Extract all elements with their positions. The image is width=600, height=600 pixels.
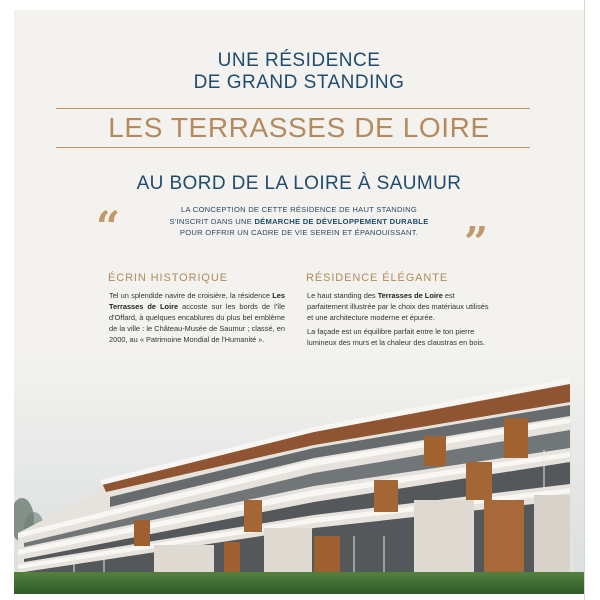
heading-ecrin-historique: ÉCRIN HISTORIQUE bbox=[108, 272, 228, 284]
brochure-page bbox=[14, 10, 584, 594]
title-rule-bottom bbox=[56, 147, 530, 148]
intro-line-2 bbox=[126, 216, 472, 228]
kicker-line-2: DE GRAND STANDING bbox=[193, 72, 405, 93]
heading-residence-elegante: RÉSIDENCE ÉLÉGANTE bbox=[306, 272, 449, 284]
right-p1-text-a: Le haut standing des bbox=[307, 291, 378, 300]
page-edge bbox=[584, 0, 585, 600]
right-p1-text-c: est parfaitement illustrée par le choix des matériaux utilisés et une architecture moderne et épurée. bbox=[307, 291, 489, 322]
close-quote-icon: ” bbox=[464, 218, 489, 267]
open-quote-icon: “ bbox=[96, 202, 121, 251]
kicker-heading bbox=[14, 50, 584, 94]
title-rule-top bbox=[56, 108, 530, 109]
right-p1-residence-name: Terrasses de Loire bbox=[377, 291, 443, 300]
location-subtitle: AU BORD DE LA LOIRE À SAUMUR bbox=[136, 173, 462, 194]
lawn bbox=[14, 572, 584, 594]
left-p1-text-a: Tel un splendide navire de croisière, la résidence bbox=[109, 291, 273, 300]
residence-building-photo bbox=[14, 350, 584, 594]
right-paragraph-2: La façade est un équilibre parfait entre le ton pierre lumineux des murs et la chaleur des claustras en bois. bbox=[307, 326, 485, 347]
left-p1-text-c: accoste sur les bords de l'île d'Offard, à quelques encablures du plus bel emblème de la ville : le Château-Musée de Saumur ; classé, en 2000, au « Patrimoine Mondial de l'Humanité ». bbox=[109, 301, 285, 344]
intro-line-2-start: S'INSCRIT DANS UNE bbox=[169, 216, 255, 226]
right-paragraph-1 bbox=[307, 291, 493, 324]
left-p1-residence-name: Les Terrasses de Loire bbox=[109, 291, 285, 311]
intro-highlight: DÉMARCHE DE DÉVELOPPEMENT DURABLE bbox=[254, 216, 429, 226]
intro-statement bbox=[126, 204, 472, 239]
kicker-line-1: UNE RÉSIDENCE bbox=[217, 50, 381, 71]
page-title: LES TERRASSES DE LOIRE bbox=[108, 112, 490, 143]
left-paragraph-1 bbox=[109, 291, 285, 346]
intro-line-1: LA CONCEPTION DE CETTE RÉSIDENCE DE HAUT STANDING bbox=[180, 205, 418, 214]
intro-line-3: POUR OFFRIR UN CADRE DE VIE SEREIN ET ÉPANOUISSANT. bbox=[179, 228, 419, 237]
